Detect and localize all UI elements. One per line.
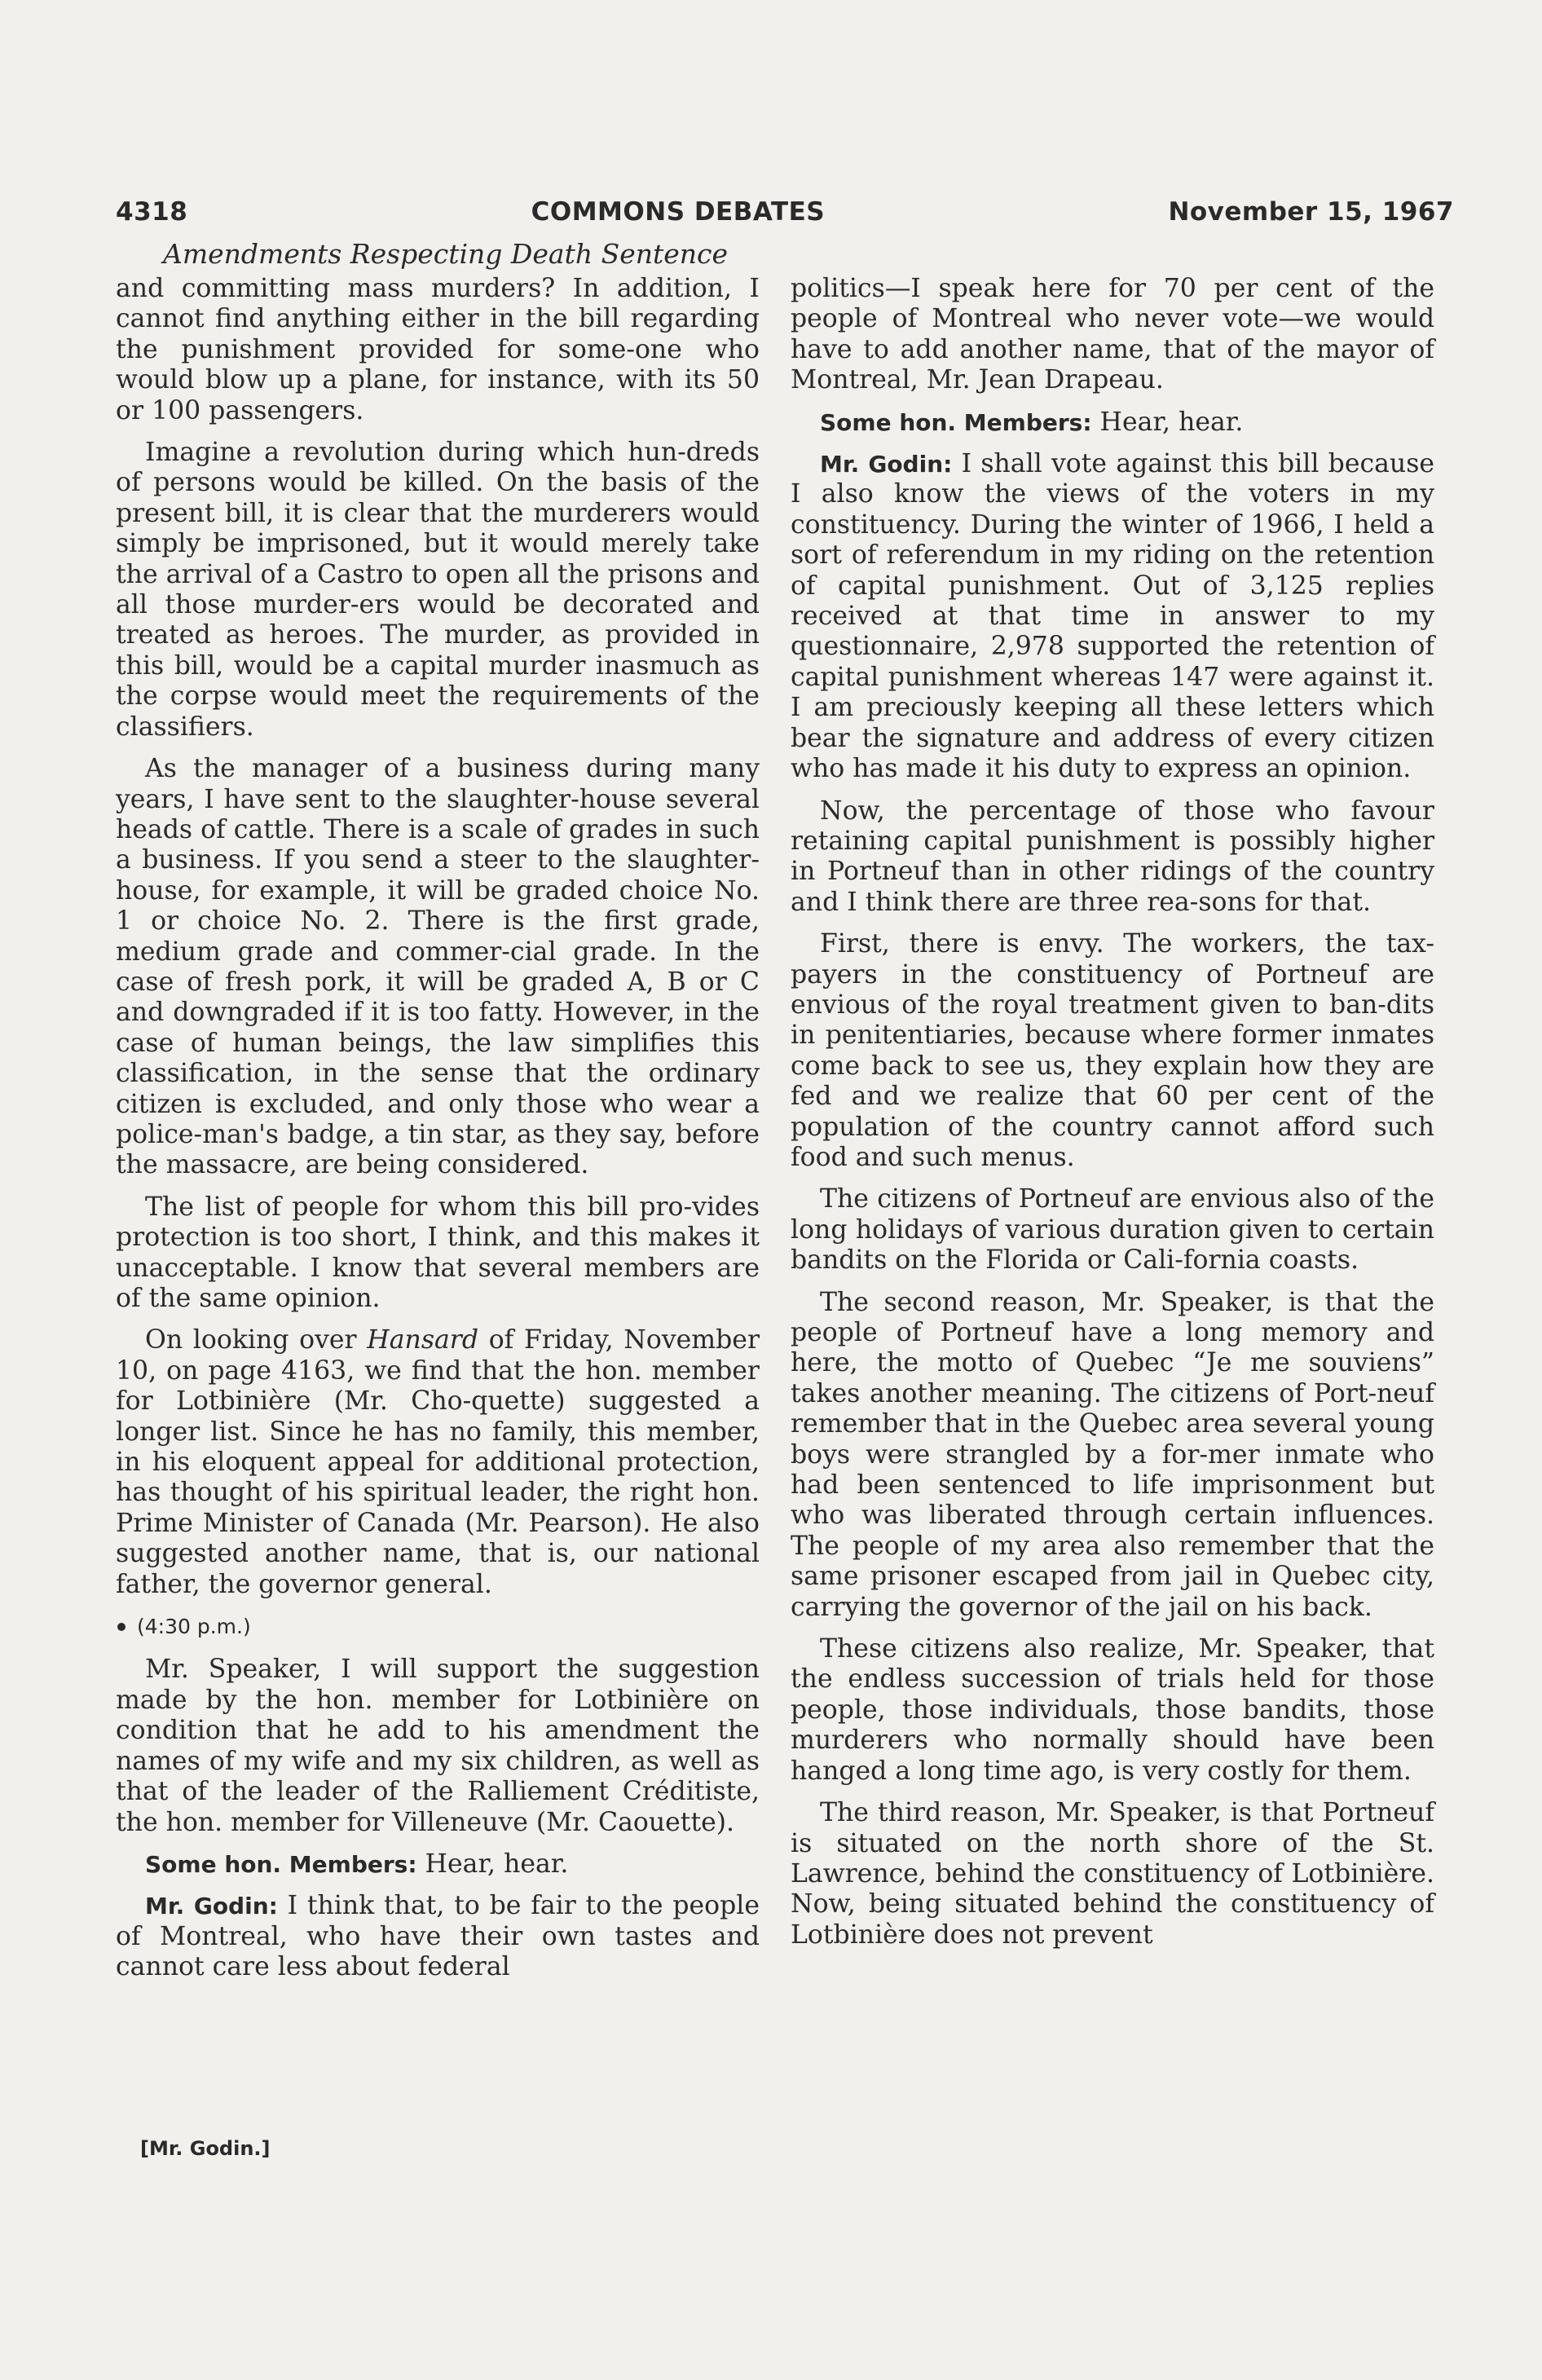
page-number: 4318: [116, 197, 188, 227]
paragraph: Mr. Speaker, I will support the suggestion made by the hon. member for Lotbinière on condition that he add to his amendment the names of my wife and my six children, as well as that of the leader of the Ralliement Créditiste, the hon. member for Villeneuve (Mr. Caouette).: [116, 1655, 760, 1837]
bullet-icon: [117, 1623, 126, 1631]
section-title: Amendments Respecting Death Sentence: [163, 238, 729, 270]
running-header: [116, 197, 1454, 233]
paragraph: The citizens of Portneuf are envious also of the long holidays of various duration given to certain bandits on the Florida or Cali-fornia coasts.: [791, 1184, 1434, 1276]
speaker-name: Mr. Godin:: [820, 451, 953, 478]
paragraph: These citizens also realize, Mr. Speaker, that the endless succession of trials held for those people, those individuals, those bandits, those murderers who normally should have been hanged a long time ago, is very costly for them.: [791, 1634, 1434, 1786]
paragraph-text: I think that, to be fair to the people of Montreal, who have their own tastes and cannot care less about federal: [116, 1891, 760, 1982]
publication-date: November 15, 1967: [1168, 197, 1454, 227]
paragraph-text: Hear, hear.: [416, 1849, 569, 1879]
paragraph: First, there is envy. The workers, the tax-payers in the constituency of Portneuf are envious of the royal treatment given to ban-dits in penitentiaries, because where former inmates come back to see us, they explain how they are fed and we realize that 60 per cent of the population of the country cannot afford such food and such menus.: [791, 929, 1434, 1172]
speaker-name: Mr. Godin:: [145, 1893, 278, 1920]
paragraph-text: of Friday, November 10, on page 4163, we find that the hon. member for Lotbinière (Mr. Cho-quette) suggested a longer list. Since he has no family, this member, in his eloquent appeal for additional protection, has thought of his spiritual leader, the right hon. Prime Minister of Canada (Mr. Pearson). He also suggested another name, that is, our national father, the governor general.: [116, 1325, 760, 1599]
speaker-footnote: [Mr. Godin.]: [140, 2137, 271, 2160]
paragraph: As the manager of a business during many years, I have sent to the slaughter-house several heads of cattle. There is a scale of grades in such a business. If you send a steer to the slaughter-house, for example, it will be graded choice No. 1 or choice No. 2. There is the first grade, medium grade and commer-cial grade. In the case of fresh pork, it will be graded A, B or C and downgraded if it is too fatty. However, in the case of human beings, the law simplifies this classification, in the sense that the ordinary citizen is excluded, and only those who wear a police-man's badge, a tin star, as they say, before the massacre, are being considered.: [116, 754, 760, 1180]
speaker-name: Some hon. Members:: [145, 1850, 417, 1878]
paragraph: The list of people for whom this bill pro-vides protection is too short, I think, and this makes it unacceptable. I know that several members are of the same opinion.: [116, 1192, 760, 1313]
paragraph-text: Hear, hear.: [1091, 407, 1244, 437]
paragraph: Imagine a revolution during which hun-dreds of persons would be killed. On the basis of the present bill, it is clear that the murderers would simply be imprisoned, but it would merely take the arrival of a Castro to open all the prisons and all those murder-ers would be decorated and treated as heroes. The murder, as provided in this bill, would be a capital murder inasmuch as the corpse would meet the requirements of the classifiers.: [116, 438, 760, 742]
time-stamp: [116, 1611, 760, 1642]
paragraph: [116, 1325, 760, 1600]
time-stamp-text: (4:30 p.m.): [137, 1615, 251, 1639]
paragraph: Now, the percentage of those who favour retaining capital punishment is possibly higher in Portneuf than in other ridings of the country and I think there are three rea-sons for that.: [791, 796, 1434, 917]
paragraph: politics—I speak here for 70 per cent of the people of Montreal who never vote—we would have to add another name, that of the mayor of Montreal, Mr. Jean Drapeau.: [791, 274, 1434, 395]
paragraph: [791, 408, 1434, 438]
paragraph-text: I shall vote against this bill because I also know the views of the voters in my constituency. During the winter of 1966, I held a sort of referendum in my riding on the retention of capital punishment. Out of 3,125 replies received at that time in answer to my questionnaire, 2,978 supported the retention of capital punishment whereas 147 were against it. I am preciously keeping all these letters which bear the signature and address of every citizen who has made it his duty to express an opinion.: [791, 449, 1434, 784]
speaker-name: Some hon. Members:: [820, 408, 1092, 436]
publication-title: COMMONS DEBATES: [531, 197, 826, 227]
paragraph: [791, 449, 1434, 784]
paragraph: and committing mass murders? In addition, I cannot find anything either in the bill regarding the punishment provided for some-one who would blow up a plane, for instance, with its 50 or 100 passengers.: [116, 274, 760, 425]
paragraph-text: On looking over: [145, 1325, 368, 1355]
paragraph: [116, 1849, 760, 1880]
paragraph: [116, 1891, 760, 1982]
left-column: [116, 274, 760, 1994]
paragraph: The third reason, Mr. Speaker, is that Portneuf is situated on the north shore of the St. Lawrence, behind the constituency of Lotbinière. Now, being situated behind the constituency of Lotbinière does not prevent: [791, 1798, 1434, 1950]
right-column: [791, 274, 1434, 1962]
hansard-title: Hansard: [367, 1325, 479, 1355]
paragraph: The second reason, Mr. Speaker, is that the people of Portneuf have a long memory and here, the motto of Quebec “Je me souviens” takes another meaning. The citizens of Port-neuf remember that in the Quebec area several young boys were strangled by a for-mer inmate who had been sentenced to life imprisonment but who was liberated through certain influences. The people of my area also remember that the same prisoner escaped from jail in Quebec city, carrying the governor of the jail on his back.: [791, 1287, 1434, 1622]
